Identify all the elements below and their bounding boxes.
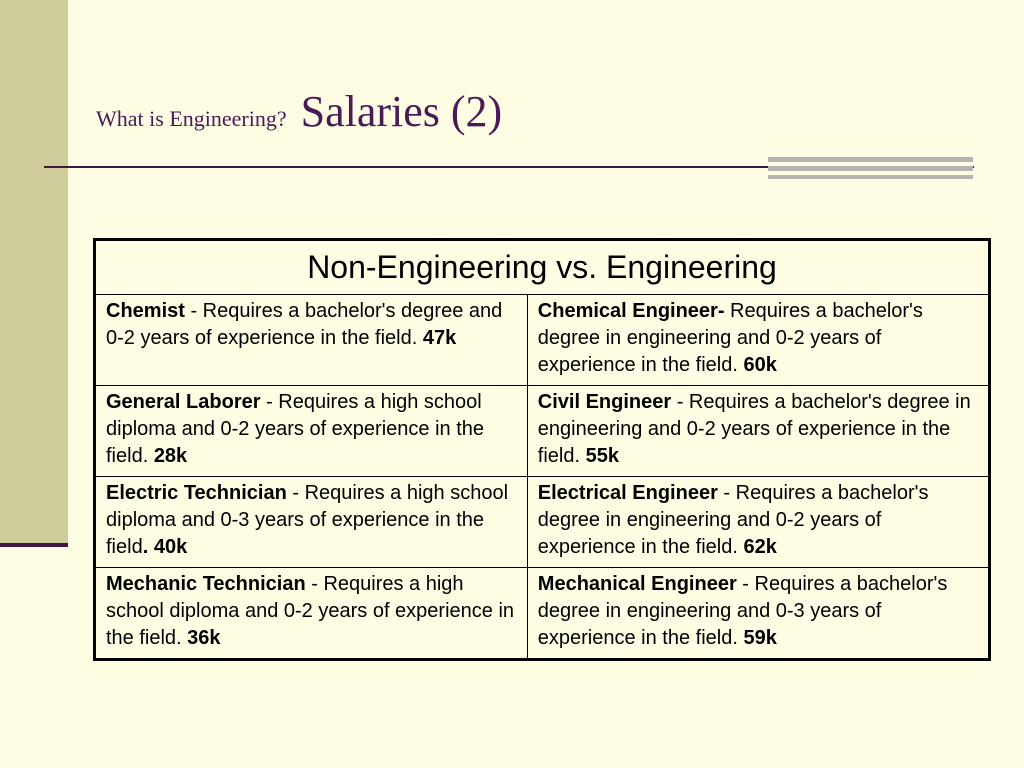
job-title: Mechanic Technician bbox=[106, 573, 306, 595]
non-engineering-cell bbox=[95, 477, 528, 568]
engineering-cell bbox=[527, 295, 989, 386]
job-title: Electric Technician bbox=[106, 482, 287, 504]
job-title: Civil Engineer bbox=[537, 391, 672, 413]
job-title: Chemist bbox=[106, 300, 185, 322]
job-description: - Requires a bachelor's degree and 0-2 years of experience in the field. bbox=[106, 300, 503, 349]
job-description: - Requires a high school diploma and 0-2 years of experience in the field. bbox=[106, 573, 515, 649]
job-title: General Laborer bbox=[106, 391, 261, 413]
non-engineering-cell bbox=[95, 568, 528, 660]
salary-value: 55k bbox=[585, 445, 619, 467]
slide-heading: Salaries (2) bbox=[300, 87, 503, 136]
title-accent-stripes bbox=[768, 157, 973, 179]
table-header-row bbox=[95, 240, 990, 295]
salary-value: 59k bbox=[743, 627, 777, 649]
job-description: - Requires a bachelor's degree in engineering and 0-2 years of experience in the field. bbox=[537, 391, 971, 467]
table-heading: Non-Engineering vs. Engineering bbox=[95, 240, 990, 295]
table-row bbox=[95, 295, 990, 386]
engineering-cell bbox=[527, 477, 989, 568]
slide-subtitle: What is Engineering? bbox=[96, 106, 287, 131]
salary-value: 62k bbox=[743, 536, 777, 558]
salary-value: 47k bbox=[422, 327, 457, 349]
side-decoration-rule bbox=[0, 543, 68, 547]
job-title: Mechanical Engineer bbox=[537, 573, 737, 595]
table-row bbox=[95, 386, 990, 477]
table-row bbox=[95, 477, 990, 568]
non-engineering-cell bbox=[95, 386, 528, 477]
salary-comparison-table bbox=[93, 238, 991, 661]
salary-value: . 40k bbox=[142, 536, 188, 558]
side-decoration-bar bbox=[0, 0, 68, 545]
job-description: - Requires a high school diploma and 0-3 years of experience in the field bbox=[106, 482, 509, 558]
salary-value: 60k bbox=[743, 354, 777, 376]
slide-title bbox=[96, 86, 502, 137]
job-title: Electrical Engineer bbox=[537, 482, 718, 504]
job-description: - Requires a high school diploma and 0-2 years of experience in the field. bbox=[106, 391, 485, 467]
job-title: Chemical Engineer- bbox=[537, 300, 725, 322]
non-engineering-cell bbox=[95, 295, 528, 386]
salary-value: 28k bbox=[153, 445, 188, 467]
job-description: - Requires a bachelor's degree in engineering and 0-3 years of experience in the field. bbox=[537, 573, 948, 649]
engineering-cell bbox=[527, 568, 989, 660]
table-row bbox=[95, 568, 990, 660]
salary-value: 36k bbox=[187, 627, 221, 649]
job-description: - Requires a bachelor's degree in engineering and 0-2 years of experience in the field. bbox=[537, 482, 929, 558]
engineering-cell bbox=[527, 386, 989, 477]
job-description: Requires a bachelor's degree in engineering and 0-2 years of experience in the field. bbox=[537, 300, 923, 376]
